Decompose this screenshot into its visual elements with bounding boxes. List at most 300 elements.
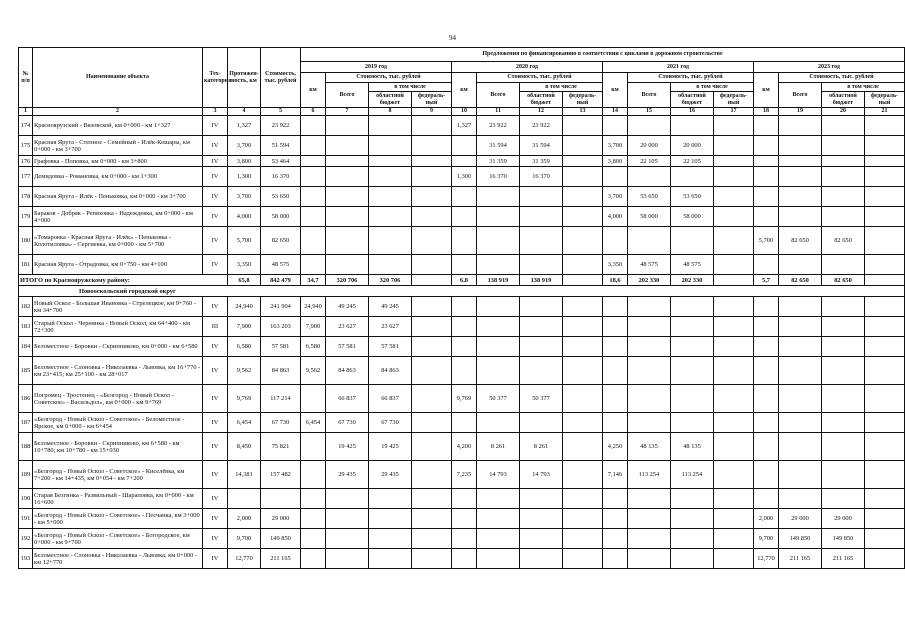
data-cell xyxy=(412,489,452,509)
data-cell xyxy=(603,116,628,136)
row-number: 189 xyxy=(19,461,33,489)
data-cell xyxy=(369,489,412,509)
data-cell xyxy=(822,413,865,433)
data-cell: 8 261 xyxy=(477,433,520,461)
data-cell: 3,350 xyxy=(603,255,628,275)
table-row xyxy=(19,433,905,461)
data-cell xyxy=(603,529,628,549)
object-name: Бараков - Добряк - Репяховка - Надеждевка, км 0+000 - км 4+000 xyxy=(33,207,203,227)
object-name: Новый Оскол - Большая Ивановка - Стрелецкое, км 9+760 - км 34+700 xyxy=(33,297,203,317)
data-cell xyxy=(714,337,754,357)
data-cell: 16 370 xyxy=(261,167,301,187)
header-federal: федераль-ный xyxy=(865,92,905,108)
data-cell: 8,450 xyxy=(228,433,261,461)
data-cell xyxy=(228,489,261,509)
data-cell: 53 650 xyxy=(671,187,714,207)
data-cell: 9,769 xyxy=(228,385,261,413)
data-cell: 57 581 xyxy=(261,337,301,357)
data-cell xyxy=(779,167,822,187)
financing-table-container xyxy=(18,47,899,569)
column-number: 9 xyxy=(412,108,452,116)
object-name: «Белгород - Новый Оскол - Советское» - Богородское, км 0+000 - км 9+700 xyxy=(33,529,203,549)
data-cell xyxy=(452,509,477,529)
data-cell xyxy=(412,255,452,275)
data-cell xyxy=(671,413,714,433)
table-row xyxy=(19,187,905,207)
data-cell xyxy=(563,136,603,156)
data-cell xyxy=(603,413,628,433)
row-number: 187 xyxy=(19,413,33,433)
data-cell xyxy=(301,461,326,489)
table-row xyxy=(19,413,905,433)
data-cell: 23 627 xyxy=(369,317,412,337)
data-cell xyxy=(865,549,905,569)
data-cell xyxy=(865,116,905,136)
data-cell xyxy=(714,317,754,337)
data-cell xyxy=(754,385,779,413)
data-cell xyxy=(452,357,477,385)
data-cell xyxy=(326,227,369,255)
data-cell: III xyxy=(203,317,228,337)
total-cell: 34,7 xyxy=(301,275,326,286)
data-cell: 51 594 xyxy=(261,136,301,156)
data-cell xyxy=(452,413,477,433)
data-cell xyxy=(412,187,452,207)
data-cell xyxy=(452,317,477,337)
data-cell xyxy=(754,187,779,207)
total-cell: 320 706 xyxy=(326,275,369,286)
column-number: 18 xyxy=(754,108,779,116)
data-cell xyxy=(754,413,779,433)
data-cell xyxy=(326,529,369,549)
header-total: Всего xyxy=(326,83,369,108)
header-proposals: Предложения по финансированию в соответствии с циклами в дорожном строительстве xyxy=(301,48,905,62)
object-name: «Белгород - Новый Оскол - Советское» - Киселёвка, км 7+200 - км 14+435, км 0+054 - км 7+200 xyxy=(33,461,203,489)
data-cell xyxy=(822,255,865,275)
data-cell xyxy=(563,255,603,275)
data-cell: 24,940 xyxy=(301,297,326,317)
data-cell xyxy=(714,461,754,489)
data-cell xyxy=(520,255,563,275)
data-cell xyxy=(754,116,779,136)
table-row xyxy=(19,529,905,549)
data-cell xyxy=(563,317,603,337)
data-cell: 14,381 xyxy=(228,461,261,489)
header-total: Всего xyxy=(628,83,671,108)
data-cell xyxy=(563,433,603,461)
data-cell: 29 000 xyxy=(822,509,865,529)
data-cell: 58 000 xyxy=(671,207,714,227)
data-cell xyxy=(865,187,905,207)
data-cell: 149 850 xyxy=(822,529,865,549)
data-cell xyxy=(412,461,452,489)
data-cell xyxy=(301,509,326,529)
column-number: 11 xyxy=(477,108,520,116)
data-cell: 31 359 xyxy=(520,156,563,167)
data-cell: 31 594 xyxy=(477,136,520,156)
data-cell xyxy=(369,509,412,529)
data-cell: 20 000 xyxy=(628,136,671,156)
data-cell xyxy=(520,489,563,509)
data-cell: 3,700 xyxy=(228,187,261,207)
data-cell xyxy=(477,187,520,207)
data-cell xyxy=(520,357,563,385)
data-cell xyxy=(301,255,326,275)
data-cell xyxy=(714,489,754,509)
object-name: Погромец - Тростенец - «Белгород - Новый Оскол - Советское» - Васильдол», км 0+000 - км 9+769 xyxy=(33,385,203,413)
table-row xyxy=(19,227,905,255)
object-name: Беломестное - Боровки - Скрипниково, км 0+000 - км 6+580 xyxy=(33,337,203,357)
data-cell xyxy=(563,357,603,385)
header-regional: областной бюджет xyxy=(520,92,563,108)
data-cell xyxy=(671,317,714,337)
data-cell xyxy=(563,413,603,433)
object-name: Демидовка - Романовка, км 0+000 - км 1+300 xyxy=(33,167,203,187)
total-cell: 82 650 xyxy=(822,275,865,286)
data-cell xyxy=(452,297,477,317)
data-cell: 14 793 xyxy=(520,461,563,489)
data-cell: 82 650 xyxy=(779,227,822,255)
data-cell xyxy=(301,549,326,569)
data-cell: IV xyxy=(203,337,228,357)
data-cell xyxy=(563,297,603,317)
table-row xyxy=(19,509,905,529)
data-cell xyxy=(412,317,452,337)
object-name: Красная Яруга - Отрадовка, км 0+750 - км 4+100 xyxy=(33,255,203,275)
total-cell: 202 330 xyxy=(671,275,714,286)
data-cell xyxy=(301,227,326,255)
data-cell: 3,350 xyxy=(228,255,261,275)
table-row xyxy=(19,489,905,509)
data-cell xyxy=(603,385,628,413)
data-cell: 2,000 xyxy=(754,509,779,529)
data-cell xyxy=(369,255,412,275)
data-cell: 31 359 xyxy=(477,156,520,167)
data-cell: 67 730 xyxy=(369,413,412,433)
column-number: 2 xyxy=(33,108,203,116)
header-km: км xyxy=(301,73,326,108)
data-cell xyxy=(779,187,822,207)
object-name: Беломестное - Слоновка - Николаевка - Львовка, км 16+770 - км 23+415; км 25+100 - км 28+017 xyxy=(33,357,203,385)
data-cell xyxy=(779,207,822,227)
data-cell xyxy=(714,357,754,385)
data-cell xyxy=(412,413,452,433)
data-cell: 19 425 xyxy=(326,433,369,461)
data-cell: 23 627 xyxy=(326,317,369,337)
data-cell: 211 165 xyxy=(822,549,865,569)
data-cell: 4,250 xyxy=(603,433,628,461)
data-cell xyxy=(754,136,779,156)
data-cell xyxy=(822,461,865,489)
total-cell: 138 919 xyxy=(520,275,563,286)
data-cell xyxy=(714,385,754,413)
data-cell xyxy=(822,357,865,385)
header-regional: областной бюджет xyxy=(822,92,865,108)
data-cell xyxy=(301,187,326,207)
data-cell xyxy=(563,167,603,187)
data-cell: 6,454 xyxy=(301,413,326,433)
header-year-2021: 2021 год xyxy=(603,62,754,73)
data-cell xyxy=(865,529,905,549)
data-cell xyxy=(301,385,326,413)
data-cell: IV xyxy=(203,489,228,509)
data-cell: 29 000 xyxy=(261,509,301,529)
data-cell: IV xyxy=(203,136,228,156)
data-cell xyxy=(714,156,754,167)
data-cell xyxy=(412,227,452,255)
header-incl: в том числе xyxy=(671,83,754,92)
data-cell: 22 105 xyxy=(628,156,671,167)
column-number: 21 xyxy=(865,108,905,116)
data-cell: 211 165 xyxy=(261,549,301,569)
data-cell xyxy=(628,385,671,413)
data-cell: 22 105 xyxy=(671,156,714,167)
data-cell: 75 821 xyxy=(261,433,301,461)
data-cell xyxy=(822,207,865,227)
data-cell xyxy=(369,207,412,227)
table-row xyxy=(19,317,905,337)
data-cell xyxy=(714,297,754,317)
row-number: 191 xyxy=(19,509,33,529)
data-cell: 1,327 xyxy=(452,116,477,136)
table-row xyxy=(19,357,905,385)
data-cell xyxy=(563,509,603,529)
data-cell: 7,235 xyxy=(452,461,477,489)
data-cell: IV xyxy=(203,509,228,529)
object-name: «Томаровка - Красная Яруга - Илёк» - Пеньковка - Колотиловка» - Сергиевка, км 0+000 - км 5+700 xyxy=(33,227,203,255)
data-cell xyxy=(754,207,779,227)
total-cell: 18,6 xyxy=(603,275,628,286)
data-cell xyxy=(714,255,754,275)
header-year-2019: 2019 год xyxy=(301,62,452,73)
total-cell xyxy=(412,275,452,286)
data-cell xyxy=(714,227,754,255)
header-cost-sub: Стоимость, тыс. рублей xyxy=(477,73,603,83)
data-cell: 241 904 xyxy=(261,297,301,317)
total-cell: 202 330 xyxy=(628,275,671,286)
table-row xyxy=(19,337,905,357)
column-number: 16 xyxy=(671,108,714,116)
data-cell: 9,562 xyxy=(301,357,326,385)
data-cell: 113 254 xyxy=(628,461,671,489)
data-cell xyxy=(301,529,326,549)
data-cell xyxy=(369,549,412,569)
data-cell: 53 650 xyxy=(628,187,671,207)
data-cell xyxy=(563,489,603,509)
row-number: 181 xyxy=(19,255,33,275)
data-cell xyxy=(865,461,905,489)
column-number: 5 xyxy=(261,108,301,116)
data-cell xyxy=(671,529,714,549)
data-cell xyxy=(563,549,603,569)
data-cell xyxy=(628,549,671,569)
data-cell xyxy=(563,207,603,227)
data-cell xyxy=(412,509,452,529)
column-number: 4 xyxy=(228,108,261,116)
data-cell: 19 425 xyxy=(369,433,412,461)
data-cell: IV xyxy=(203,227,228,255)
table-row xyxy=(19,167,905,187)
data-cell xyxy=(754,357,779,385)
data-cell xyxy=(412,337,452,357)
row-number: 192 xyxy=(19,529,33,549)
header-km: км xyxy=(452,73,477,108)
data-cell: 48 575 xyxy=(261,255,301,275)
data-cell xyxy=(779,413,822,433)
data-cell xyxy=(452,156,477,167)
total-cell xyxy=(865,275,905,286)
data-cell: 163 203 xyxy=(261,317,301,337)
data-cell: 16 370 xyxy=(520,167,563,187)
data-cell: 1,300 xyxy=(452,167,477,187)
data-cell xyxy=(301,156,326,167)
data-cell xyxy=(822,167,865,187)
data-cell: 16 370 xyxy=(477,167,520,187)
data-cell xyxy=(671,357,714,385)
data-cell: 48 135 xyxy=(628,433,671,461)
data-cell: 6,580 xyxy=(228,337,261,357)
data-cell: 9,700 xyxy=(754,529,779,549)
data-cell xyxy=(452,227,477,255)
data-cell: 1,300 xyxy=(228,167,261,187)
data-cell xyxy=(477,317,520,337)
data-cell xyxy=(452,337,477,357)
data-cell xyxy=(603,549,628,569)
header-incl: в том числе xyxy=(369,83,452,92)
data-cell: 12,770 xyxy=(754,549,779,569)
data-cell xyxy=(671,385,714,413)
column-number: 17 xyxy=(714,108,754,116)
data-cell: 9,769 xyxy=(452,385,477,413)
data-cell xyxy=(865,156,905,167)
header-cost-sub: Стоимость, тыс. рублей xyxy=(326,73,452,83)
data-cell xyxy=(563,461,603,489)
data-cell xyxy=(326,509,369,529)
data-cell xyxy=(326,136,369,156)
header-federal: федераль-ный xyxy=(714,92,754,108)
header-category: Тех-категория xyxy=(203,48,228,108)
data-cell xyxy=(477,489,520,509)
data-cell xyxy=(369,136,412,156)
data-cell: 1,327 xyxy=(228,116,261,136)
data-cell xyxy=(452,136,477,156)
data-cell: 84 863 xyxy=(369,357,412,385)
data-cell xyxy=(326,156,369,167)
data-cell: 82 650 xyxy=(822,227,865,255)
data-cell: 3,700 xyxy=(228,136,261,156)
data-cell xyxy=(369,167,412,187)
data-cell xyxy=(477,549,520,569)
header-total: Всего xyxy=(477,83,520,108)
data-cell xyxy=(779,255,822,275)
data-cell xyxy=(326,489,369,509)
data-cell xyxy=(628,227,671,255)
table-row xyxy=(19,136,905,156)
total-label: ИТОГО по Краснояружскому району: xyxy=(19,275,228,286)
data-cell xyxy=(865,385,905,413)
column-number: 1 xyxy=(19,108,33,116)
data-cell xyxy=(779,433,822,461)
data-cell xyxy=(865,207,905,227)
region-row xyxy=(19,286,905,297)
data-cell xyxy=(520,297,563,317)
data-cell xyxy=(326,187,369,207)
data-cell xyxy=(452,207,477,227)
data-cell xyxy=(822,156,865,167)
data-cell xyxy=(865,337,905,357)
data-cell xyxy=(520,509,563,529)
data-cell xyxy=(520,529,563,549)
data-cell: 6,454 xyxy=(228,413,261,433)
header-km: км xyxy=(603,73,628,108)
data-cell xyxy=(520,227,563,255)
data-cell: IV xyxy=(203,297,228,317)
data-cell xyxy=(326,116,369,136)
header-incl: в том числе xyxy=(822,83,905,92)
data-cell xyxy=(779,337,822,357)
column-number: 14 xyxy=(603,108,628,116)
data-cell xyxy=(412,549,452,569)
header-no: № п/п xyxy=(19,48,33,108)
data-cell xyxy=(779,461,822,489)
data-cell xyxy=(301,489,326,509)
data-cell xyxy=(301,136,326,156)
data-cell xyxy=(671,549,714,569)
object-name: «Белгород - Новый Оскол - Советское» - Песчанка, км 3+000 - км 5+000 xyxy=(33,509,203,529)
data-cell: IV xyxy=(203,207,228,227)
row-number: 184 xyxy=(19,337,33,357)
row-number: 176 xyxy=(19,156,33,167)
column-number: 20 xyxy=(822,108,865,116)
total-cell: 138 919 xyxy=(477,275,520,286)
data-cell xyxy=(603,167,628,187)
object-name: Беломестное - Слоновка - Николаевка - Львовка, км 0+000 - км 12+770 xyxy=(33,549,203,569)
data-cell xyxy=(822,489,865,509)
data-cell xyxy=(326,549,369,569)
data-cell xyxy=(563,529,603,549)
data-cell xyxy=(369,187,412,207)
data-cell: 117 214 xyxy=(261,385,301,413)
data-cell: 4,000 xyxy=(228,207,261,227)
object-name: Старая Безгинка - Развильный - Шараповка, км 0+000 - км 16+600 xyxy=(33,489,203,509)
data-cell: 29 000 xyxy=(779,509,822,529)
data-cell: 53 650 xyxy=(261,187,301,207)
data-cell: IV xyxy=(203,187,228,207)
data-cell: 29 435 xyxy=(369,461,412,489)
row-number: 175 xyxy=(19,136,33,156)
row-number: 177 xyxy=(19,167,33,187)
data-cell xyxy=(671,227,714,255)
data-cell xyxy=(754,255,779,275)
data-cell xyxy=(520,413,563,433)
data-cell: 48 575 xyxy=(671,255,714,275)
data-cell xyxy=(603,489,628,509)
row-number: 178 xyxy=(19,187,33,207)
object-name: Красная Яруга - Илёк - Пеньковка, км 0+000 - км 3+700 xyxy=(33,187,203,207)
header-km: км xyxy=(754,73,779,108)
data-cell: 20 000 xyxy=(671,136,714,156)
data-cell: IV xyxy=(203,433,228,461)
data-cell: 3,700 xyxy=(603,187,628,207)
data-cell xyxy=(754,489,779,509)
data-cell: IV xyxy=(203,357,228,385)
data-cell xyxy=(563,385,603,413)
data-cell xyxy=(714,413,754,433)
data-cell xyxy=(452,255,477,275)
data-cell xyxy=(301,207,326,227)
table-row xyxy=(19,549,905,569)
table-row xyxy=(19,461,905,489)
